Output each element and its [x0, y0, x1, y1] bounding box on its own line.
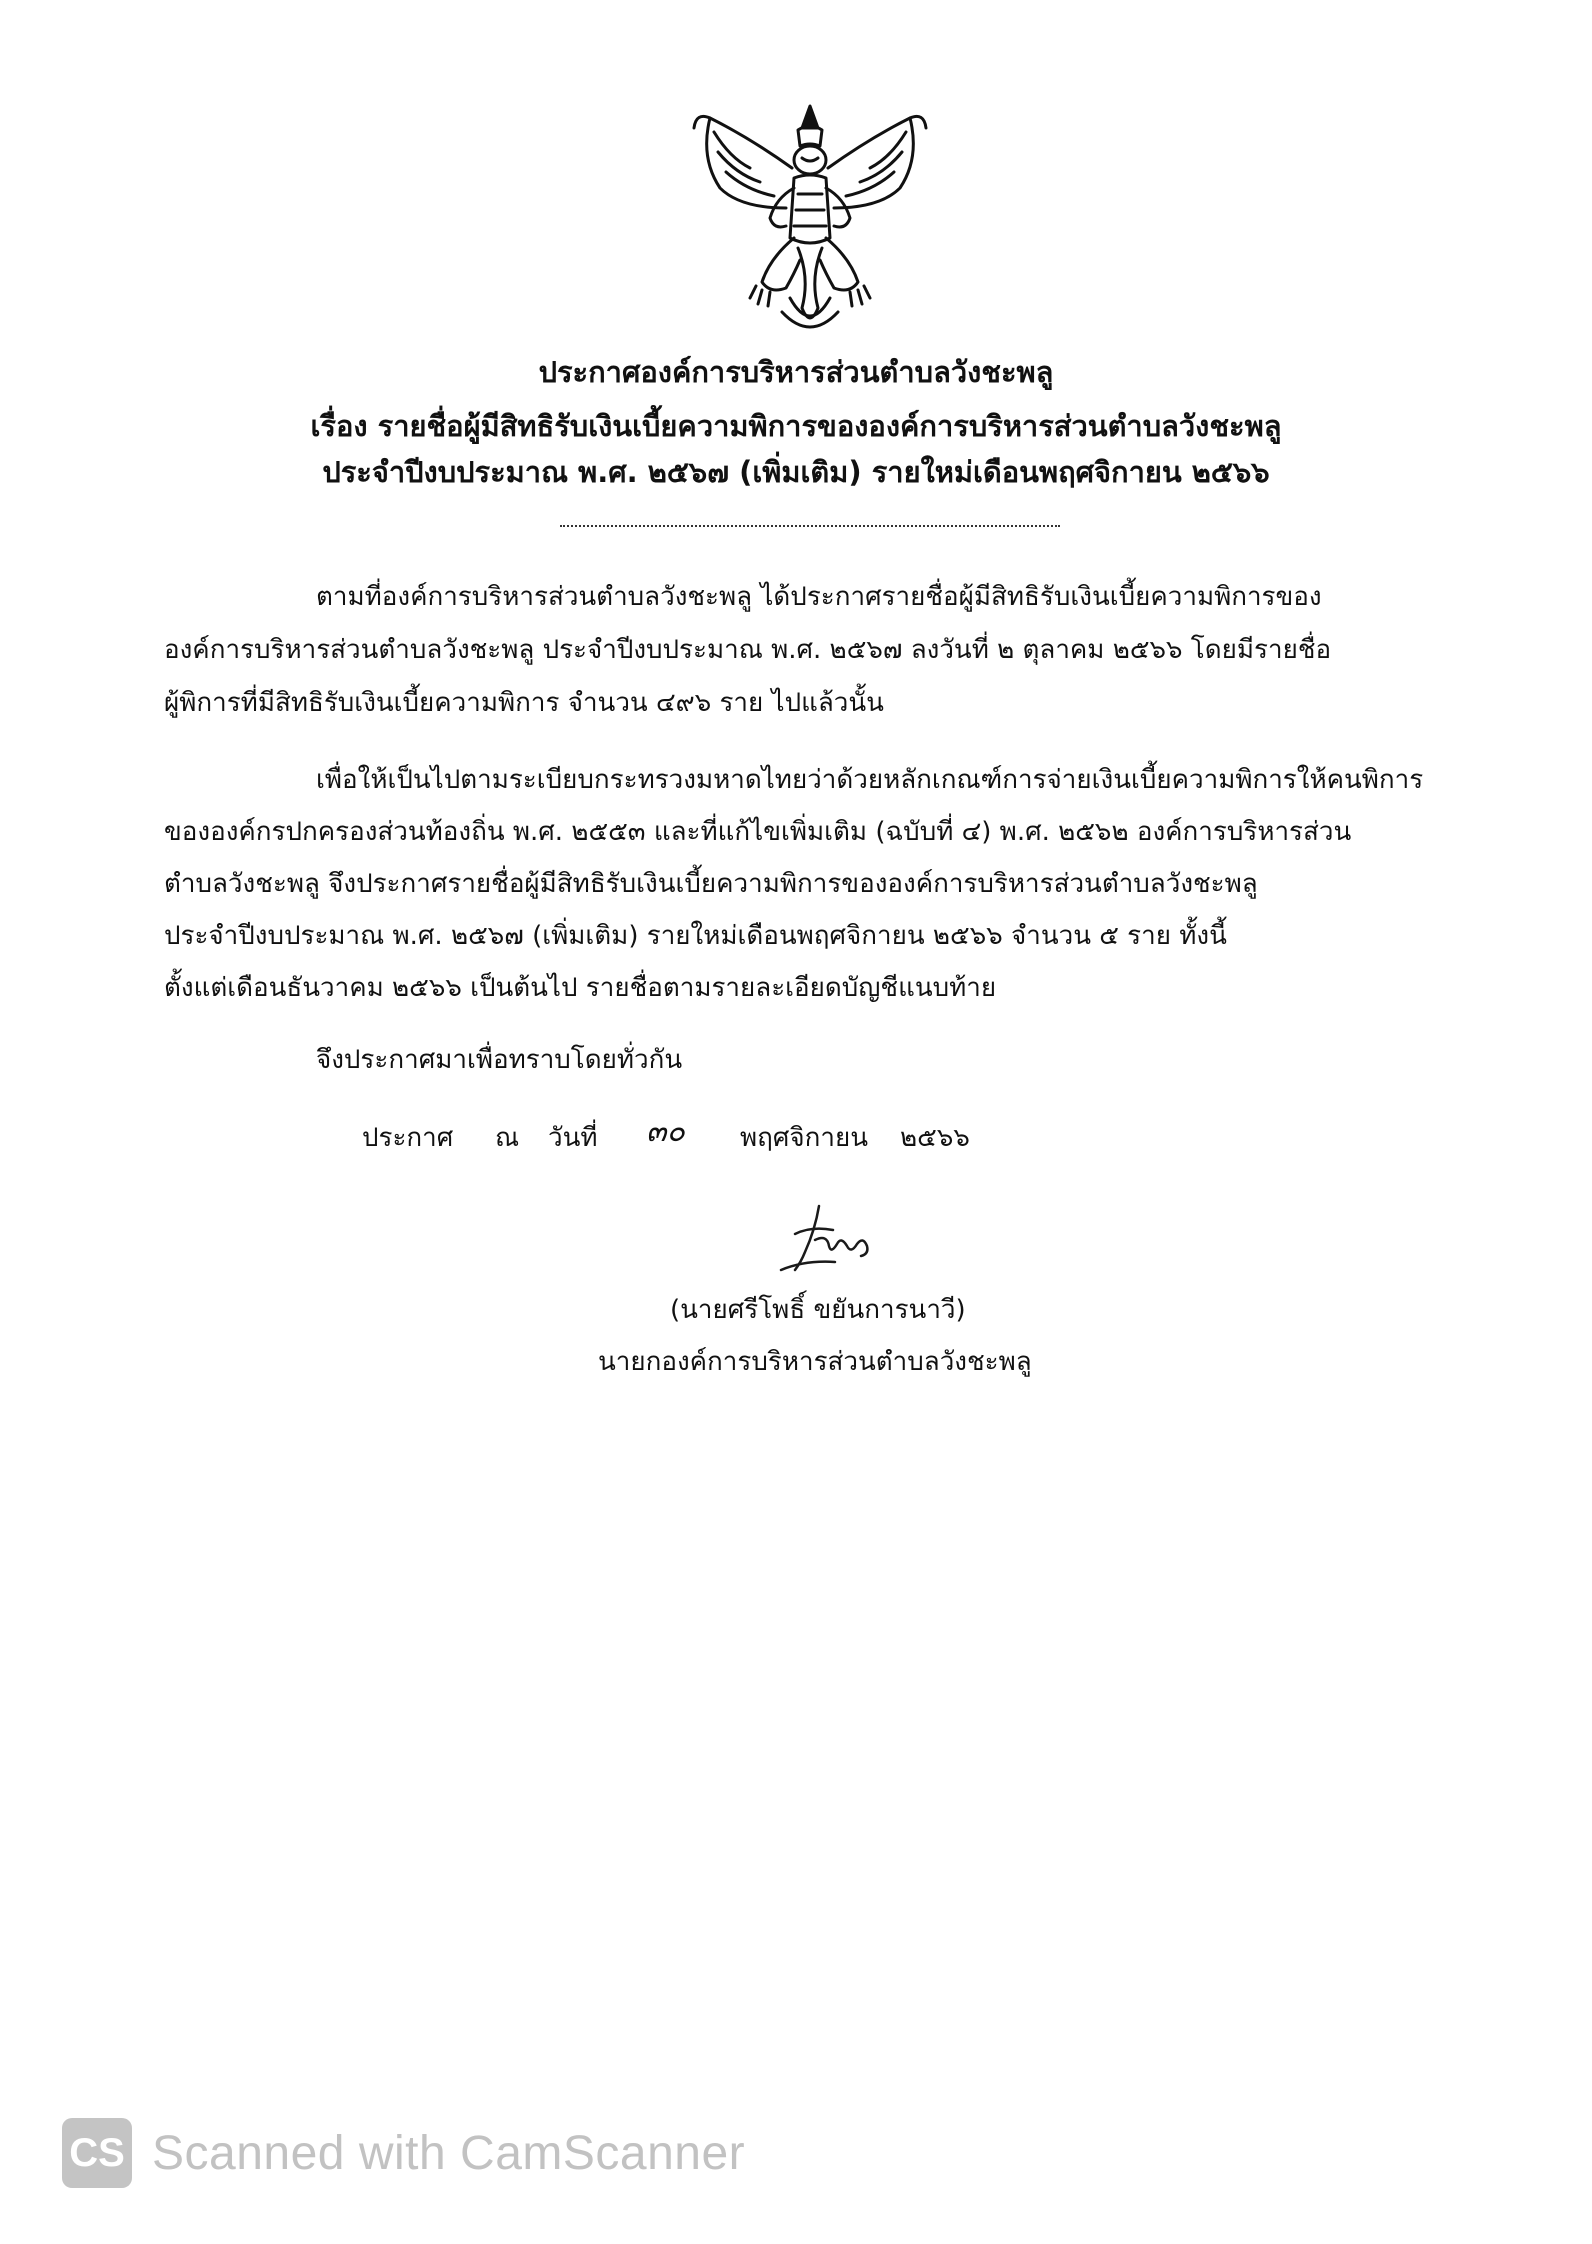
- date-month: พฤศจิกายน: [740, 1123, 868, 1153]
- date-at: ณ: [495, 1123, 520, 1153]
- closing-statement: จึงประกาศมาเพื่อทราบโดยทั่วกัน: [316, 1045, 683, 1075]
- date-prefix: ประกาศ: [362, 1123, 454, 1153]
- signatory-name: (นายศรีโพธิ์ ขยันการนาวี): [670, 1295, 966, 1325]
- garuda-emblem-icon: [690, 98, 930, 338]
- heading-divider: [560, 525, 1060, 527]
- signatory-title: นายกองค์การบริหารส่วนตำบลวังชะพลู: [598, 1347, 1032, 1377]
- paragraph2-line2: ขององค์กรปกครองส่วนท้องถิ่น พ.ศ. ๒๕๕๓ และที่แก้ไขเพิ่มเติม (ฉบับที่ ๔) พ.ศ. ๒๕๖๒ องค์การบริหารส่วน: [164, 817, 1352, 847]
- date-year: ๒๕๖๖: [900, 1123, 970, 1153]
- announcement-fiscal-year: ประจำปีงบประมาณ พ.ศ. ๒๕๖๗ (เพิ่มเติม) รายใหม่เดือนพฤศจิกายน ๒๕๖๖: [322, 455, 1270, 489]
- paragraph2-line4: ประจำปีงบประมาณ พ.ศ. ๒๕๖๗ (เพิ่มเติม) รายใหม่เดือนพฤศจิกายน ๒๕๖๖ จำนวน ๕ ราย ทั้งนี้: [164, 921, 1227, 951]
- paragraph1-line3: ผู้พิการที่มีสิทธิรับเงินเบี้ยความพิการ จำนวน ๔๙๖ ราย ไปแล้วนั้น: [164, 688, 884, 718]
- date-day-label: วันที่: [548, 1123, 598, 1153]
- paragraph2-line3: ตำบลวังชะพลู จึงประกาศรายชื่อผู้มีสิทธิรับเงินเบี้ยความพิการขององค์การบริหารส่วนตำบลวังชะพลู: [164, 869, 1258, 899]
- camscanner-text: Scanned with CamScanner: [152, 2126, 746, 2180]
- paragraph1-line1: ตามที่องค์การบริหารส่วนตำบลวังชะพลู ได้ประกาศรายชื่อผู้มีสิทธิรับเงินเบี้ยความพิการของ: [316, 582, 1322, 612]
- date-day-handwritten: ๓๐: [646, 1114, 685, 1149]
- camscanner-watermark: [62, 2118, 745, 2188]
- paragraph2-line5: ตั้งแต่เดือนธันวาคม ๒๕๖๖ เป็นต้นไป รายชื่อตามรายละเอียดบัญชีแนบท้าย: [164, 973, 997, 1003]
- paragraph1-line2: องค์การบริหารส่วนตำบลวังชะพลู ประจำปีงบประมาณ พ.ศ. ๒๕๖๗ ลงวันที่ ๒ ตุลาคม ๒๕๖๖ โดยมีรายชื่อ: [164, 635, 1332, 665]
- paragraph2-line1: เพื่อให้เป็นไปตามระเบียบกระทรวงมหาดไทยว่าด้วยหลักเกณฑ์การจ่ายเงินเบี้ยความพิการให้คนพิการ: [316, 765, 1424, 795]
- handwritten-signature-icon: [775, 1200, 885, 1280]
- camscanner-logo-icon: CS: [62, 2118, 132, 2188]
- announcement-subject: เรื่อง รายชื่อผู้มีสิทธิรับเงินเบี้ยความพิการขององค์การบริหารส่วนตำบลวังชะพลู: [310, 409, 1282, 443]
- announcement-title: ประกาศองค์การบริหารส่วนตำบลวังชะพลู: [538, 355, 1054, 389]
